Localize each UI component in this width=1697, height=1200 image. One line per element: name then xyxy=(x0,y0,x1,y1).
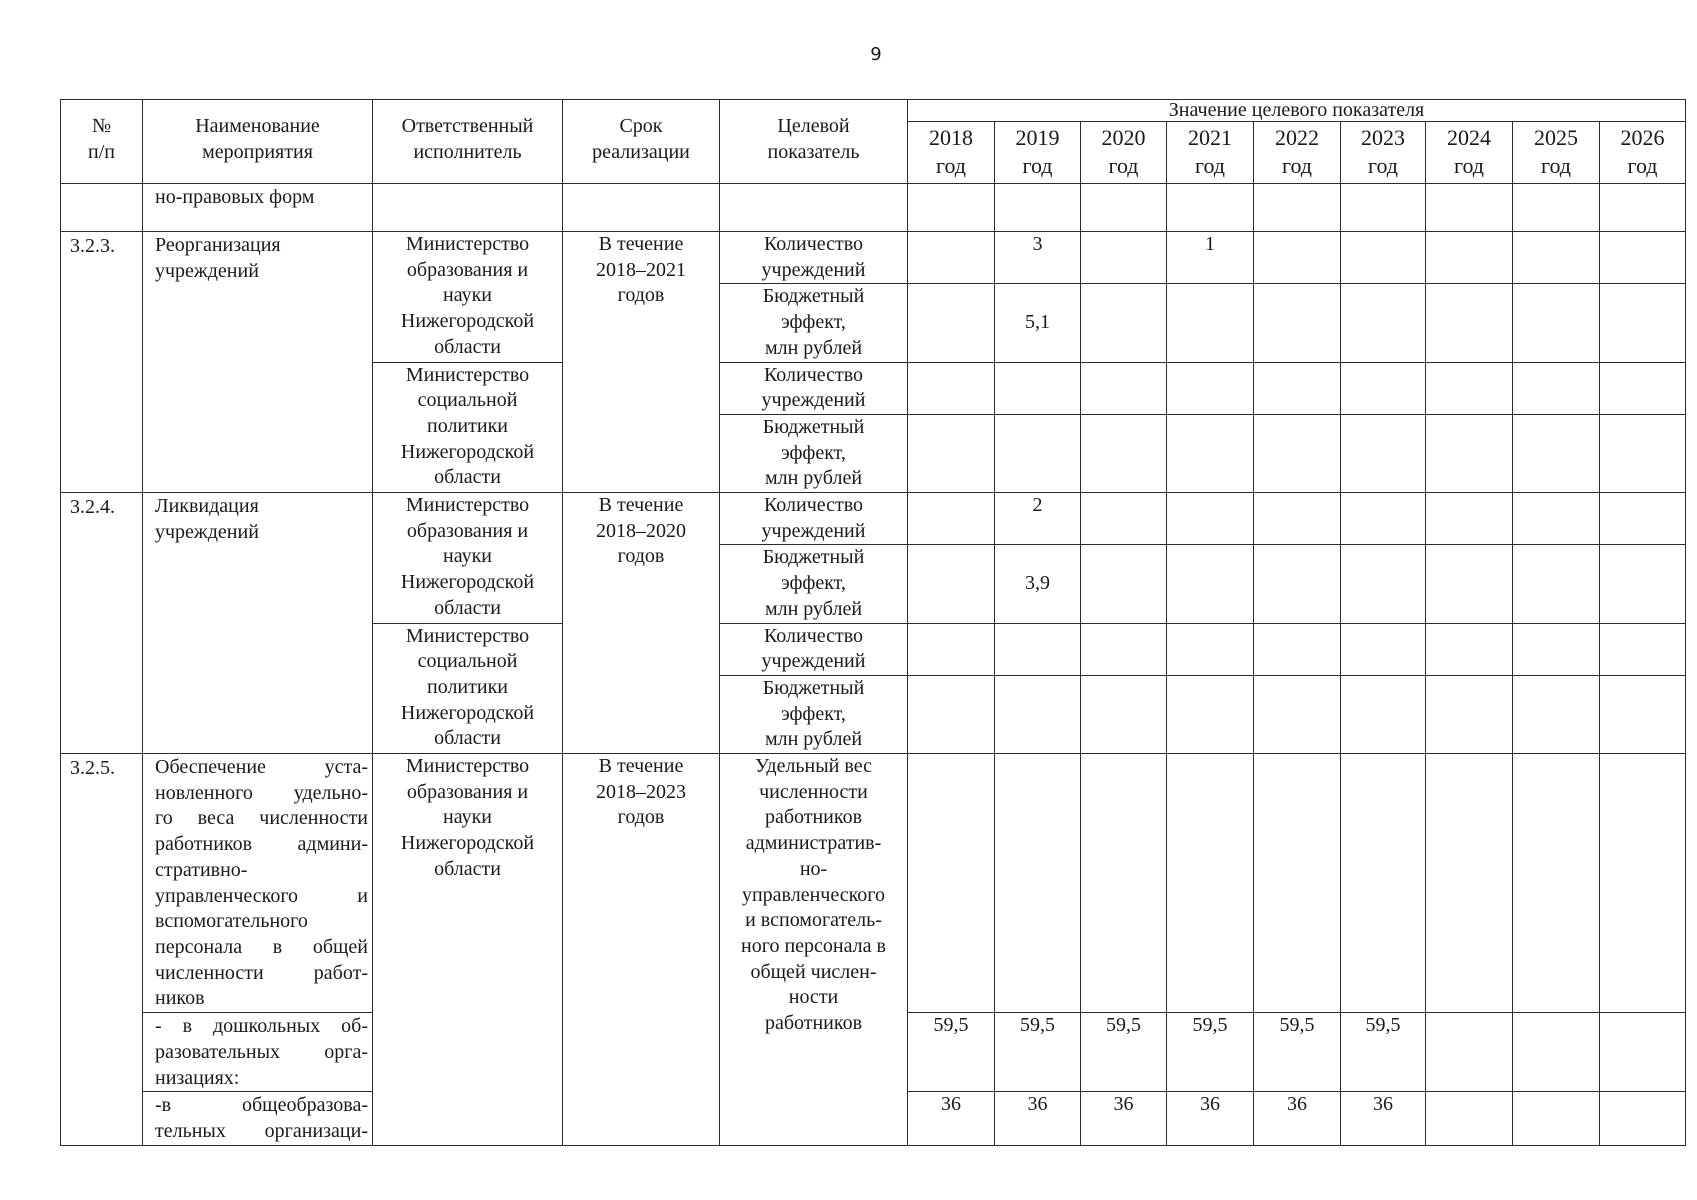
value-cell xyxy=(1426,362,1513,414)
measure-name: Обеспечение уста- новленного удельно- го веса численности работников админи- стративно- управленческого и вспомогательного персонала в общей численности работ- ников xyxy=(143,754,373,1013)
value-cell xyxy=(1341,545,1426,623)
value-cell xyxy=(1254,362,1341,414)
value-cell xyxy=(1600,1092,1686,1145)
value-cell xyxy=(1513,545,1600,623)
row-number: 3.2.3. xyxy=(61,232,143,493)
indicator-name: Бюджетный эффект, млн рублей xyxy=(720,414,908,492)
target-indicators-table xyxy=(60,99,1686,1146)
value-cell xyxy=(1426,545,1513,623)
value-cell xyxy=(1513,623,1600,675)
value-cell xyxy=(1081,362,1167,414)
header-year: 2024 год xyxy=(1426,122,1513,184)
value-cell xyxy=(908,414,995,492)
value-cell xyxy=(1600,1013,1686,1092)
value-cell: 36 xyxy=(908,1092,995,1145)
value-cell xyxy=(1081,493,1167,545)
value-cell xyxy=(1341,414,1426,492)
cell-empty xyxy=(908,184,995,232)
responsible-executor: Министерство социальной политики Нижегородской области xyxy=(373,623,563,754)
value-cell xyxy=(1341,623,1426,675)
header-row-top xyxy=(61,100,1686,122)
header-year: 2022 год xyxy=(1254,122,1341,184)
value-cell: 5,1 xyxy=(995,284,1081,362)
value-cell xyxy=(1341,675,1426,753)
value-cell xyxy=(1254,284,1341,362)
responsible-executor: Министерство социальной политики Нижегородской области xyxy=(373,362,563,493)
cell-empty xyxy=(1600,184,1686,232)
cell-empty xyxy=(373,184,563,232)
value-cell xyxy=(1513,414,1600,492)
row-number: 3.2.5. xyxy=(61,754,143,1146)
value-cell xyxy=(1167,493,1254,545)
cell-empty xyxy=(1426,184,1513,232)
value-cell xyxy=(908,623,995,675)
value-cell xyxy=(995,362,1081,414)
header-term: Срок реализации xyxy=(563,100,720,184)
value-cell xyxy=(1341,493,1426,545)
value-cell xyxy=(995,754,1081,1013)
value-cell xyxy=(1167,754,1254,1013)
indicator-name: Бюджетный эффект, млн рублей xyxy=(720,675,908,753)
value-cell xyxy=(1254,232,1341,284)
header-year: 2025 год xyxy=(1513,122,1600,184)
cell-empty xyxy=(1081,184,1167,232)
value-cell xyxy=(995,414,1081,492)
cell-empty xyxy=(1513,184,1600,232)
value-cell xyxy=(1167,284,1254,362)
value-cell xyxy=(1341,284,1426,362)
value-cell xyxy=(1341,362,1426,414)
value-cell xyxy=(908,362,995,414)
value-cell xyxy=(1081,545,1167,623)
implementation-term: В течение 2018–2021 годов xyxy=(563,232,720,493)
header-year: 2020 год xyxy=(1081,122,1167,184)
value-cell xyxy=(1513,675,1600,753)
value-cell xyxy=(1426,1092,1513,1145)
value-cell: 36 xyxy=(1341,1092,1426,1145)
value-cell xyxy=(1254,754,1341,1013)
value-cell xyxy=(1167,623,1254,675)
value-cell xyxy=(908,284,995,362)
indicator-name: Удельный вес численности работников административ- но- управленческого и вспомогатель- ного персонала в общей числен- ности работников xyxy=(720,754,908,1146)
cell-empty xyxy=(563,184,720,232)
value-cell xyxy=(1600,232,1686,284)
indicator-name: Количество учреждений xyxy=(720,362,908,414)
value-cell xyxy=(1254,493,1341,545)
sub-item-general: -в общеобразова- тельных организаци- xyxy=(143,1092,373,1145)
value-cell xyxy=(1600,362,1686,414)
sub-item-preschool: - в дошкольных об- разовательных орга- низациях: xyxy=(143,1013,373,1092)
value-cell xyxy=(1254,623,1341,675)
value-cell xyxy=(1600,754,1686,1013)
header-year: 2026 год xyxy=(1600,122,1686,184)
header-responsible: Ответственный исполнитель xyxy=(373,100,563,184)
header-year: 2021 год xyxy=(1167,122,1254,184)
value-cell xyxy=(1167,362,1254,414)
value-cell xyxy=(908,232,995,284)
value-cell xyxy=(1426,675,1513,753)
value-cell xyxy=(1426,414,1513,492)
cell-empty xyxy=(995,184,1081,232)
value-cell: 59,5 xyxy=(995,1013,1081,1092)
value-cell: 59,5 xyxy=(1167,1013,1254,1092)
value-cell xyxy=(1254,545,1341,623)
value-cell: 36 xyxy=(995,1092,1081,1145)
table-row xyxy=(61,232,1686,284)
header-values-group: Значение целевого показателя xyxy=(908,100,1686,122)
value-cell: 3 xyxy=(995,232,1081,284)
cell-empty xyxy=(1341,184,1426,232)
table-row xyxy=(61,754,1686,1013)
value-cell xyxy=(1600,284,1686,362)
value-cell xyxy=(1426,493,1513,545)
value-cell xyxy=(908,754,995,1013)
value-cell xyxy=(1081,623,1167,675)
value-cell xyxy=(995,623,1081,675)
cell-empty xyxy=(1254,184,1341,232)
value-cell xyxy=(1426,232,1513,284)
value-cell xyxy=(1600,545,1686,623)
header-year: 2018 год xyxy=(908,122,995,184)
value-cell xyxy=(1081,675,1167,753)
header-name: Наименование мероприятия xyxy=(143,100,373,184)
value-cell: 36 xyxy=(1254,1092,1341,1145)
value-cell: 59,5 xyxy=(908,1013,995,1092)
value-cell xyxy=(995,675,1081,753)
header-num: № п/п xyxy=(61,100,143,184)
header-year: 2023 год xyxy=(1341,122,1426,184)
indicator-name: Количество учреждений xyxy=(720,232,908,284)
value-cell xyxy=(1081,232,1167,284)
value-cell xyxy=(1426,284,1513,362)
value-cell xyxy=(1600,675,1686,753)
implementation-term: В течение 2018–2023 годов xyxy=(563,754,720,1146)
indicator-name: Бюджетный эффект, млн рублей xyxy=(720,545,908,623)
value-cell xyxy=(1513,232,1600,284)
value-cell xyxy=(1600,493,1686,545)
value-cell xyxy=(908,545,995,623)
value-cell xyxy=(1513,362,1600,414)
value-cell xyxy=(1254,675,1341,753)
value-cell: 1 xyxy=(1167,232,1254,284)
indicator-name: Количество учреждений xyxy=(720,623,908,675)
value-cell xyxy=(1081,754,1167,1013)
value-cell: 2 xyxy=(995,493,1081,545)
header-year: 2019 год xyxy=(995,122,1081,184)
continuation-row xyxy=(61,184,1686,232)
value-cell: 36 xyxy=(1081,1092,1167,1145)
responsible-executor: Министерство образования и науки Нижегородской области xyxy=(373,754,563,1146)
value-cell xyxy=(1081,284,1167,362)
cell-empty xyxy=(1167,184,1254,232)
measure-name: Ликвидация учреждений xyxy=(143,493,373,754)
cell-empty xyxy=(720,184,908,232)
value-cell xyxy=(1341,754,1426,1013)
value-cell xyxy=(1513,754,1600,1013)
value-cell xyxy=(908,493,995,545)
value-cell xyxy=(1426,623,1513,675)
value-cell xyxy=(1600,414,1686,492)
row-number: 3.2.4. xyxy=(61,493,143,754)
value-cell xyxy=(1426,754,1513,1013)
value-cell xyxy=(1167,414,1254,492)
measure-name: Реорганизация учреждений xyxy=(143,232,373,493)
indicator-name: Бюджетный эффект, млн рублей xyxy=(720,284,908,362)
implementation-term: В течение 2018–2020 годов xyxy=(563,493,720,754)
value-cell xyxy=(1167,545,1254,623)
value-cell xyxy=(1341,232,1426,284)
value-cell xyxy=(1513,284,1600,362)
value-cell xyxy=(1513,1092,1600,1145)
indicator-name: Количество учреждений xyxy=(720,493,908,545)
value-cell xyxy=(1167,675,1254,753)
value-cell: 3,9 xyxy=(995,545,1081,623)
responsible-executor: Министерство образования и науки Нижегородской области xyxy=(373,493,563,624)
cell-empty xyxy=(61,184,143,232)
header-indicator: Целевой показатель xyxy=(720,100,908,184)
value-cell: 36 xyxy=(1167,1092,1254,1145)
value-cell: 59,5 xyxy=(1081,1013,1167,1092)
value-cell xyxy=(1513,1013,1600,1092)
continuation-name: но-правовых форм xyxy=(143,184,373,232)
value-cell: 59,5 xyxy=(1341,1013,1426,1092)
page-number: 9 xyxy=(870,44,882,65)
value-cell: 59,5 xyxy=(1254,1013,1341,1092)
value-cell xyxy=(1426,1013,1513,1092)
value-cell xyxy=(908,675,995,753)
value-cell xyxy=(1081,414,1167,492)
value-cell xyxy=(1600,623,1686,675)
value-cell xyxy=(1254,414,1341,492)
table-row xyxy=(61,493,1686,545)
value-cell xyxy=(1513,493,1600,545)
responsible-executor: Министерство образования и науки Нижегородской области xyxy=(373,232,563,363)
